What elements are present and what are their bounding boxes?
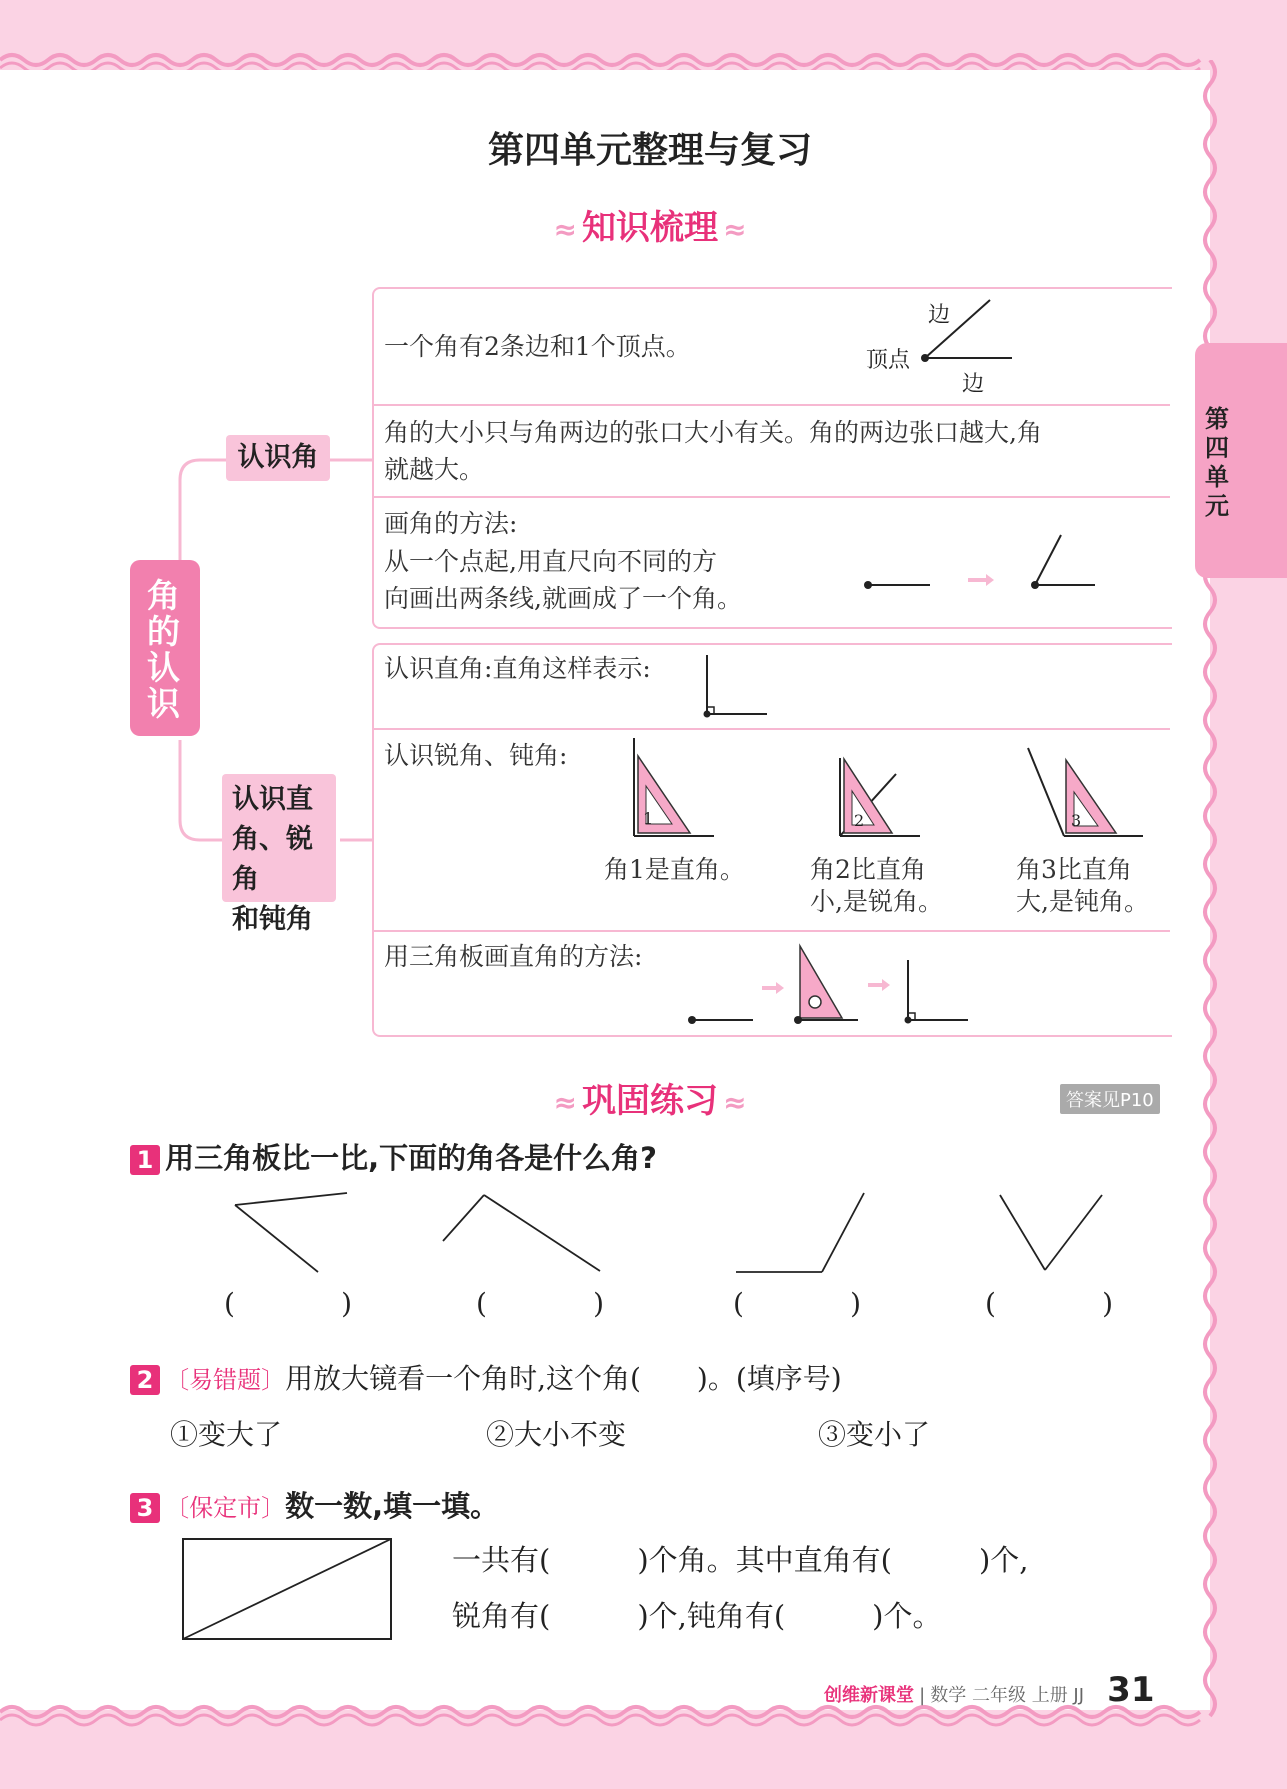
question-3-tag: 〔保定市〕 — [165, 1494, 286, 1522]
side-tab[interactable] — [1195, 343, 1287, 578]
wave-left-icon: ≈ — [553, 1086, 577, 1119]
angle-1-caption: 角1是直角。 — [604, 855, 745, 884]
question-2 — [130, 1357, 842, 1397]
question-1-text: 用三角板比一比,下面的角各是什么角? — [165, 1141, 657, 1175]
angle-3-caption-2: 大,是钝角。 — [1016, 887, 1149, 916]
page-title: 第四单元整理与复习 — [487, 130, 812, 171]
side-tab-label: 第四单元 — [1205, 405, 1229, 520]
answer-reference-badge[interactable]: 答案见P10 — [1060, 1084, 1160, 1114]
triangle-mark-3: 3 — [1071, 811, 1082, 830]
triangle-mark-2: 2 — [854, 811, 865, 830]
question-3 — [130, 1484, 499, 1525]
set-square-angle-3 — [1018, 746, 1144, 846]
set-square-method-diagram — [686, 940, 976, 1025]
footer-separator: | — [919, 1685, 926, 1706]
q2-option-2[interactable]: ②大小不变 — [486, 1418, 627, 1451]
q3-line-2[interactable]: 锐角有( )个,钝角有( )个。 — [452, 1599, 942, 1633]
acute-obtuse-text: 认识锐角、钝角: — [384, 741, 568, 770]
page-number: 31 — [1107, 1670, 1155, 1710]
wave-right-icon: ≈ — [723, 213, 747, 246]
question-1 — [130, 1136, 657, 1177]
divider — [374, 404, 1170, 406]
question-number: 1 — [130, 1145, 160, 1175]
q1-answer-3[interactable]: ( ) — [733, 1287, 861, 1320]
wave-right-icon: ≈ — [723, 1086, 747, 1119]
section-knowledge-title: 知识梳理 — [582, 208, 718, 248]
q1-answer-2[interactable]: ( ) — [476, 1287, 604, 1320]
angle-2-caption-1: 角2比直角 — [810, 855, 926, 884]
branch2-line-2: 角、锐角 — [232, 824, 313, 895]
q1-angles — [220, 1185, 1120, 1275]
footer-subject: 数学 二年级 上册 JJ — [930, 1685, 1085, 1706]
branch2-line-3: 和钝角 — [232, 904, 313, 935]
divider — [374, 496, 1170, 498]
label-vertex: 顶点 — [866, 348, 911, 373]
question-number: 3 — [130, 1493, 160, 1523]
right-wave-border — [1195, 60, 1225, 1720]
mindmap-branch-angle: 认识角 — [226, 435, 330, 481]
set-square-angle-2 — [832, 756, 932, 846]
footer-brand: 创维新课堂 — [824, 1685, 914, 1706]
wave-left-icon: ≈ — [553, 213, 577, 246]
angle-3-caption-1: 角3比直角 — [1016, 855, 1132, 884]
q1-answer-4[interactable]: ( ) — [985, 1287, 1113, 1320]
q1-answer-1[interactable]: ( ) — [224, 1287, 352, 1320]
draw-method-title: 画角的方法: — [384, 509, 518, 538]
right-angle-symbol — [700, 652, 770, 718]
label-side-top: 边 — [928, 303, 951, 328]
angle-parts-text: 一个角有2条边和1个顶点。 — [384, 332, 691, 361]
mindmap-branch-right-acute-obtuse — [222, 774, 336, 935]
draw-method-line-2: 从一个点起,用直尺向不同的方 — [384, 547, 717, 576]
q2-option-1[interactable]: ①变大了 — [170, 1418, 283, 1451]
divider — [374, 728, 1170, 730]
section-knowledge-heading — [0, 200, 1287, 249]
section-practice-title: 巩固练习 — [582, 1081, 718, 1121]
footer — [824, 1670, 1154, 1710]
angle-size-text-2: 就越大。 — [384, 455, 485, 484]
branch2-line-1: 认识直 — [232, 784, 313, 815]
q3-rectangle-diagram — [180, 1536, 396, 1642]
q3-line-1[interactable]: 一共有( )个角。其中直角有( )个, — [452, 1543, 1029, 1577]
set-square-angle-1 — [626, 736, 726, 844]
set-square-method-text: 用三角板画直角的方法: — [384, 942, 643, 971]
label-side-bottom: 边 — [962, 372, 985, 397]
question-2-tag: 〔易错题〕 — [165, 1366, 286, 1394]
right-angle-text: 认识直角:直角这样表示: — [384, 654, 651, 683]
mindmap-root — [130, 560, 200, 736]
question-2-text: 用放大镜看一个角时,这个角( )。(填序号) — [285, 1362, 842, 1395]
question-3-text: 数一数,填一填。 — [285, 1489, 500, 1523]
divider — [374, 930, 1170, 932]
triangle-mark-1: 1 — [643, 809, 654, 828]
question-number: 2 — [130, 1365, 160, 1395]
mindmap-root-label: 角的认识 — [147, 576, 180, 723]
angle-2-caption-2: 小,是锐角。 — [810, 887, 943, 916]
draw-angle-diagram — [858, 530, 1098, 600]
angle-size-text-1: 角的大小只与角两边的张口大小有关。角的两边张口越大,角 — [384, 418, 1042, 447]
q2-option-3[interactable]: ③变小了 — [818, 1418, 931, 1451]
draw-method-line-3: 向画出两条线,就画成了一个角。 — [384, 584, 742, 613]
